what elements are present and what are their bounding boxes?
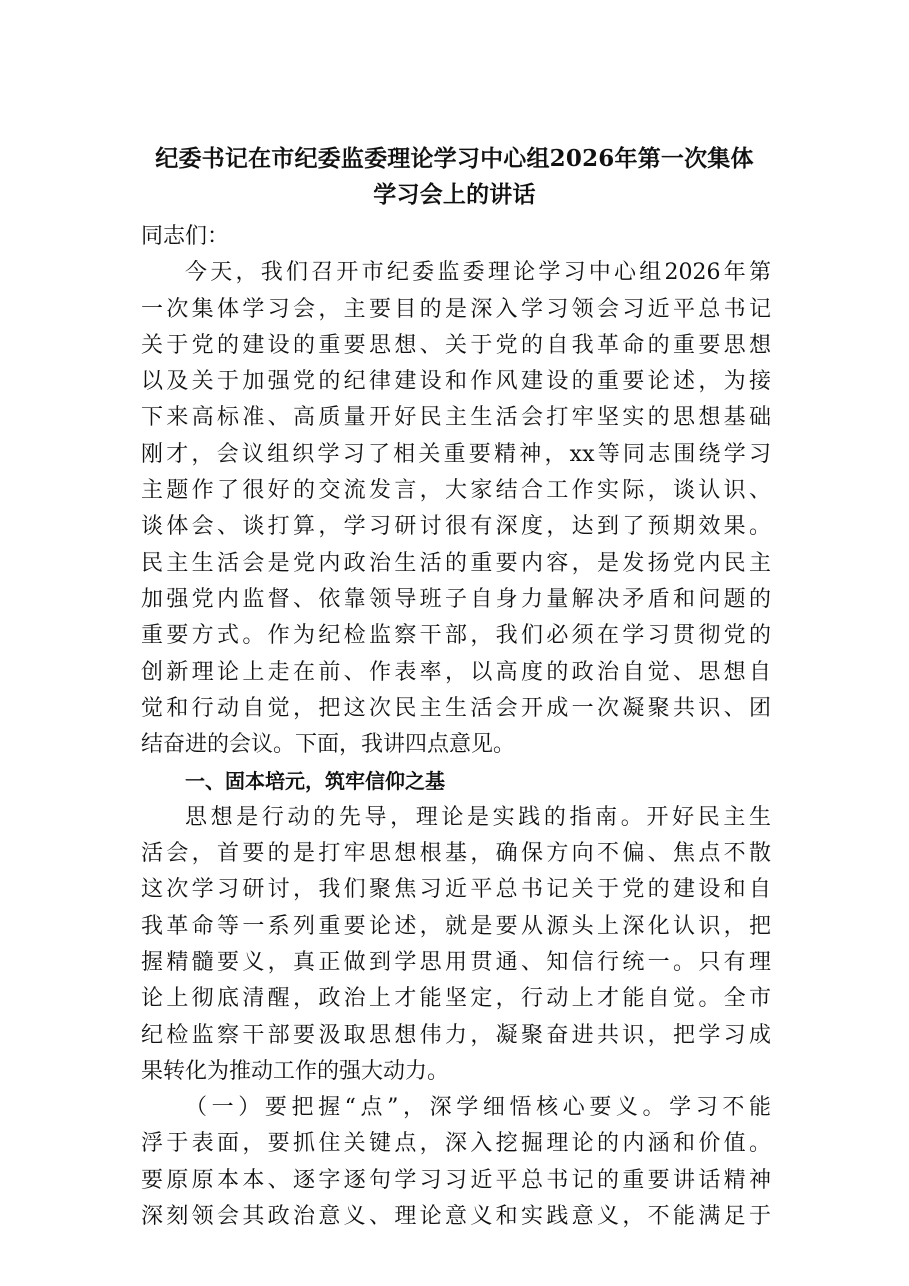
document-body xyxy=(141,219,771,1235)
body-text-line: 刚才，会议组织学习了相关重要精神，xx等同志围绕学习 xyxy=(141,441,771,467)
body-text-line: 论上彻底清醒，政治上才能坚定，行动上才能自觉。全市 xyxy=(141,986,771,1012)
body-text-line: 同志们： xyxy=(141,224,230,249)
body-text-line: 浮于表面，要抓住关键点，深入挖掘理论的内涵和价值。 xyxy=(141,1131,771,1157)
body-text-line: 活会，首要的是打牢思想根基，确保方向不偏、焦点不散 xyxy=(141,841,771,867)
title-line-2: 学习会上的讲话 xyxy=(373,181,536,208)
body-text-line: 这次学习研讨，我们聚焦习近平总书记关于党的建设和自 xyxy=(141,877,771,903)
body-text-line: 觉和行动自觉，把这次民主生活会开成一次凝聚共识、团 xyxy=(141,695,771,721)
body-text-line: 思想是行动的先导，理论是实践的指南。开好民主生 xyxy=(185,804,771,830)
body-text-line: 创新理论上走在前、作表率，以高度的政治自觉、思想自 xyxy=(141,659,771,685)
body-text-line: 深刻领会其政治意义、理论意义和实践意义，不能满足于 xyxy=(141,1204,771,1230)
body-text-line: 一次集体学习会，主要目的是深入学习领会习近平总书记 xyxy=(141,296,771,322)
body-text-line: 要原原本本、逐字逐句学习习近平总书记的重要讲话精神 xyxy=(141,1167,771,1193)
body-text-line: 加强党内监督、依靠领导班子自身力量解决矛盾和问题的 xyxy=(141,586,771,612)
body-text-line: 重要方式。作为纪检监察干部，我们必须在学习贯彻党的 xyxy=(141,623,771,649)
document-title xyxy=(120,141,789,213)
body-text-line: 今天，我们召开市纪委监委理论学习中心组2026年第 xyxy=(185,260,771,286)
body-text-line: 民主生活会是党内政治生活的重要内容，是发扬党内民主 xyxy=(141,550,771,576)
section-heading: 一、固本培元，筑牢信仰之基 xyxy=(185,769,445,794)
body-text-line: 关于党的建设的重要思想、关于党的自我革命的重要思想 xyxy=(141,332,771,358)
body-text-line: 结奋进的会议。下面，我讲四点意见。 xyxy=(141,732,516,758)
body-text-line: 我革命等一系列重要论述，就是要从源头上深化认识，把 xyxy=(141,913,771,939)
body-text-line: 主题作了很好的交流发言，大家结合工作实际，谈认识、 xyxy=(141,478,771,504)
body-text-line: 谈体会、谈打算，学习研讨很有深度，达到了预期效果。 xyxy=(141,514,771,540)
body-text-line: 果转化为推动工作的强大动力。 xyxy=(141,1058,450,1084)
title-line-1: 纪委书记在市纪委监委理论学习中心组2026年第一次集体 xyxy=(155,145,754,172)
body-text-line: 纪检监察干部要汲取思想伟力，凝聚奋进共识，把学习成 xyxy=(141,1022,771,1048)
body-text-line: 以及关于加强党的纪律建设和作风建设的重要论述，为接 xyxy=(141,369,771,395)
body-text-line: （一）要把握“点”，深学细悟核心要义。学习不能 xyxy=(185,1095,771,1121)
body-text-line: 握精髓要义，真正做到学思用贯通、知信行统一。只有理 xyxy=(141,949,771,975)
body-text-line: 下来高标准、高质量开好民主生活会打牢坚实的思想基础 xyxy=(141,405,771,431)
